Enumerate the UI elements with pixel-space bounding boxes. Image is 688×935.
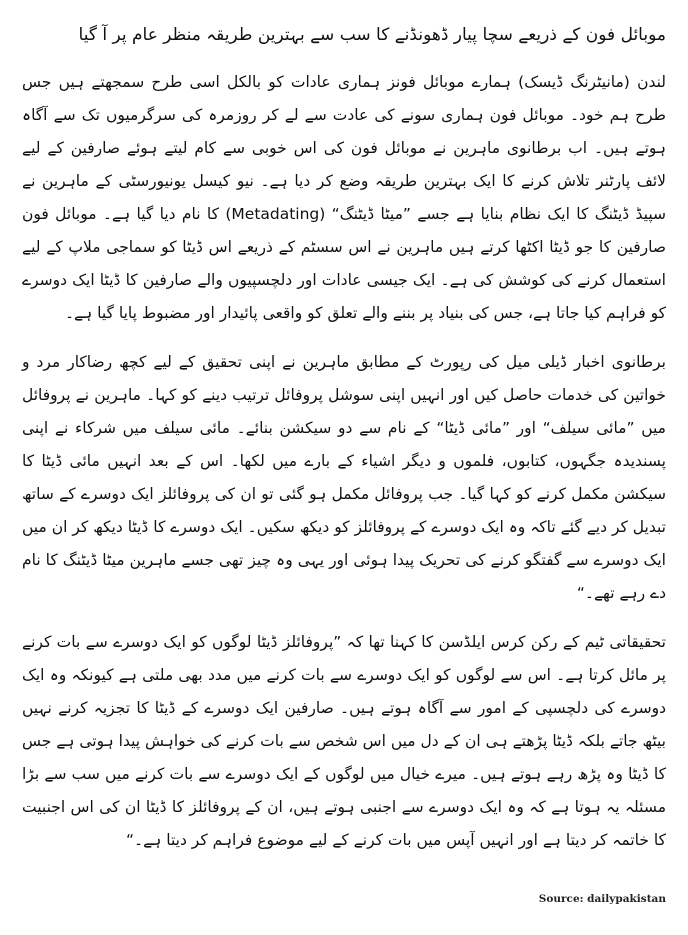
article-title: موبائل فون کے ذریعے سچا پیار ڈھونڈنے کا سب سے بہترین طریقہ منظر عام پر آ گیا (78, 25, 666, 45)
article (22, 20, 666, 873)
article-paragraph-3: تحقیقاتی ٹیم کے رکن کرس ایلڈسن کا کہنا تھا کہ ”پروفائلز ڈیٹا لوگوں کو ایک دوسرے سے بات کرنے پر مائل کرتا ہے۔ اس سے لوگوں کو ایک دوسرے سے بات کرنے میں مدد بھی ملتی ہے کیونکہ وہ ایک دوسرے کی دلچسپی کے امور سے آگاہ ہوتے ہیں۔ صارفین ایک دوسرے کے ڈیٹا کا تجزیہ کرنے نہیں بیٹھ جاتے بلکہ ڈیٹا پڑھتے ہی ان کے دل میں اس شخص سے بات کرنے کی خواہش پیدا ہوتی ہے جس کا ڈیٹا وہ پڑھ رہے ہوتے ہیں۔ میرے خیال میں لوگوں کے ایک دوسرے سے بات کرنے میں سب سے بڑا مسئلہ یہ ہوتا ہے کہ وہ ایک دوسرے سے اجنبی ہوتے ہیں، ان کے پروفائلز کا ڈیٹا ان کی اس اجنبیت کا خاتمہ کر دیتا ہے اور انہیں آپس میں بات کرنے کے لیے موضوع فراہم کر دیتا ہے۔“ (22, 633, 666, 849)
source-credit: Source: dailypakistan (538, 893, 666, 905)
article-paragraph-1: لندن (مانیٹرنگ ڈیسک) ہمارے موبائل فونز ہماری عادات کو بالکل اسی طرح سمجھتے ہیں جس طرح ہم خود۔ موبائل فون ہماری سونے کی عادت سے لے کر روزمرہ کی سرگرمیوں تک سے آگاہ ہوتے ہیں۔ اب برطانوی ماہرین نے موبائل فون کی اس خوبی سے کام لیتے ہوئے صارفین کے لیے لائف پارٹنر تلاش کرنے کا ایک بہترین طریقہ وضع کر دیا ہے۔ نیو کیسل یونیورسٹی کے ماہرین نے سپیڈ ڈیٹنگ کا ایک نظام بنایا ہے جسے ”میٹا ڈیٹنگ“ (Metadating) کا نام دیا گیا ہے۔ موبائل فون صارفین کا جو ڈیٹا اکٹھا کرتے ہیں ماہرین نے اس سسٹم کے ذریعے اس ڈیٹا کو سماجی ملاپ کے لیے استعمال کرنے کی کوشش کی ہے۔ ایک جیسی عادات اور دلچسپیوں والے صارفین کا ڈیٹا ایک دوسرے کو فراہم کیا جاتا ہے، جس کی بنیاد پر بننے والے تعلق کو واقعی پائیدار اور مضبوط پایا گیا ہے۔ (22, 73, 666, 322)
article-paragraph-2: برطانوی اخبار ڈیلی میل کی رپورٹ کے مطابق ماہرین نے اپنی تحقیق کے لیے کچھ رضاکار مرد و خواتین کی خدمات حاصل کیں اور انہیں اپنی سوشل پروفائل ترتیب دینے کو کہا۔ ماہرین نے پروفائل میں ”مائی سیلف“ اور ”مائی ڈیٹا“ کے نام سے دو سیکشن بنائے۔ مائی سیلف میں شرکاء نے اپنی پسندیدہ جگہوں، کتابوں، فلموں و دیگر اشیاء کے بارے میں لکھا۔ اس کے بعد انہیں مائی ڈیٹا کا سیکشن مکمل کرنے کو کہا گیا۔ جب پروفائل مکمل ہو گئی تو ان کی پروفائلز ایک دوسرے کے ساتھ تبدیل کر دیے گئے تاکہ وہ ایک دوسرے کے پروفائلز کو دیکھ سکیں۔ ایک دوسرے کا ڈیٹا دیکھ کر ان میں ایک دوسرے سے گفتگو کرنے کی تحریک پیدا ہوئی اور یہی وہ چیز تھی جسے ماہرین میٹا ڈیٹنگ کا نام دے رہے تھے۔“ (22, 353, 666, 602)
